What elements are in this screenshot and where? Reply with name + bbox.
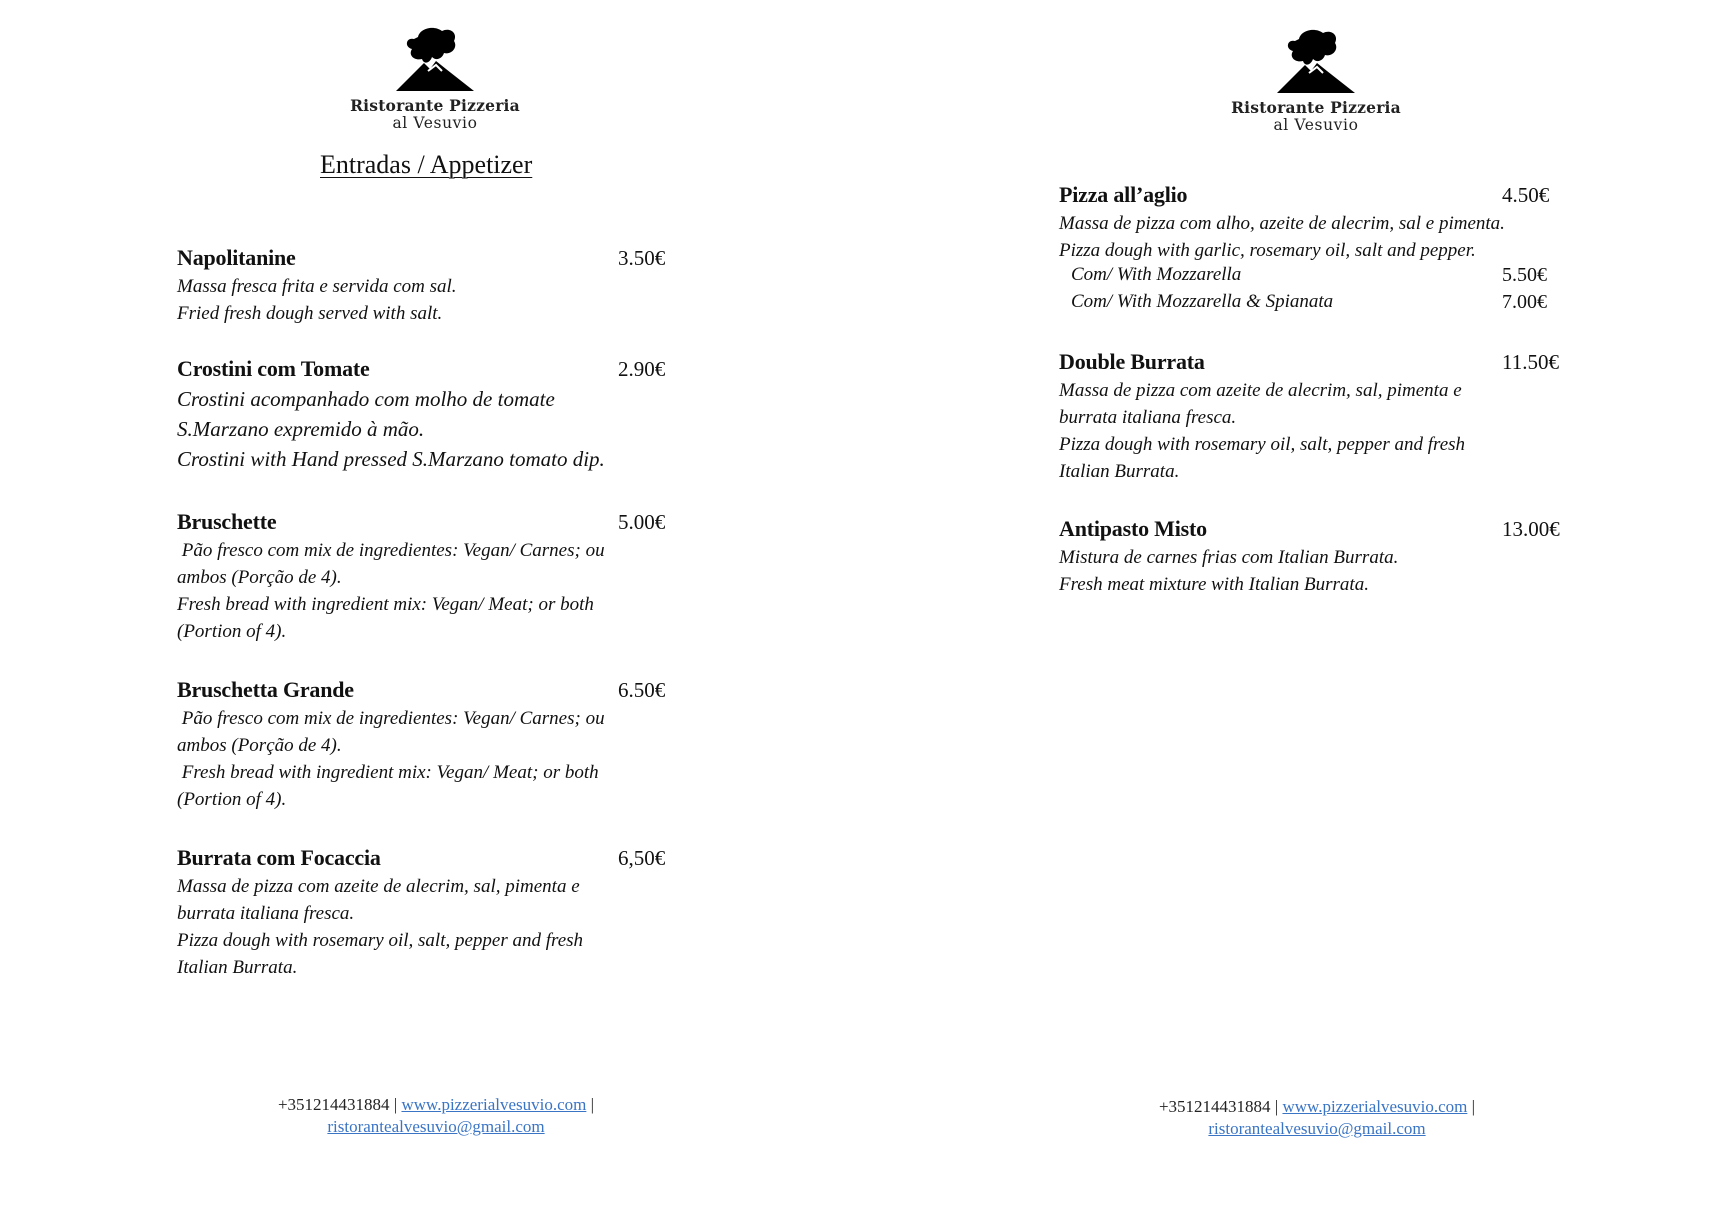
item-price: 2.90€ <box>618 357 666 381</box>
item-description: burrata italiana fresca. <box>1059 407 1237 428</box>
item-price: 13.00€ <box>1502 517 1560 541</box>
item-description: ambos (Porção de 4). <box>177 735 342 756</box>
separator: | <box>590 1095 595 1114</box>
website-link[interactable]: www.pizzerialvesuvio.com <box>401 1095 587 1114</box>
item-name: Burrata com Focaccia <box>177 845 381 870</box>
item-description: Fresh bread with ingredient mix: Vegan/ Meat; or both <box>177 594 594 615</box>
item-description: Massa de pizza com azeite de alecrim, sal, pimenta e <box>177 876 580 897</box>
item-description: burrata italiana fresca. <box>177 903 355 924</box>
item-name: Napolitanine <box>177 245 296 270</box>
option-price: 7.00€ <box>1502 291 1547 313</box>
item-description: Fried fresh dough served with salt. <box>177 303 443 324</box>
menu-item <box>177 677 671 813</box>
item-price: 11.50€ <box>1502 350 1559 374</box>
item-name: Crostini com Tomate <box>177 356 370 381</box>
item-price: 6,50€ <box>618 846 666 870</box>
option-label: Com/ With Mozzarella <box>1071 264 1242 285</box>
item-description: Crostini acompanhado com molho de tomate <box>177 387 555 411</box>
item-price: 6.50€ <box>618 678 666 702</box>
menu-item <box>1059 182 1579 318</box>
item-price: 4.50€ <box>1502 183 1550 207</box>
item-description: Italian Burrata. <box>177 957 298 978</box>
brand-name: Ristorante Pizzeria <box>350 96 520 115</box>
option-label: Com/ With Mozzarella & Spianata <box>1071 291 1334 312</box>
item-description: Pão fresco com mix de ingredientes: Vegan/ Carnes; ou <box>177 708 605 729</box>
item-description: S.Marzano expremido à mão. <box>177 417 425 441</box>
menu-item <box>177 245 671 327</box>
item-description: ambos (Porção de 4). <box>177 567 342 588</box>
menu-page-right <box>866 0 1731 1227</box>
item-description: Pizza dough with garlic, rosemary oil, salt and pepper. <box>1059 240 1476 261</box>
item-name: Bruschette <box>177 509 277 534</box>
item-description: Fresh meat mixture with Italian Burrata. <box>1059 574 1369 595</box>
phone-number: +351214431884 <box>1158 1097 1271 1116</box>
phone-number: +351214431884 <box>277 1095 390 1114</box>
menu-item <box>177 356 671 474</box>
vesuvius-logo-icon <box>390 25 480 95</box>
item-description: (Portion of 4). <box>177 789 287 810</box>
item-description: (Portion of 4). <box>177 621 287 642</box>
brand-subname: al Vesuvio <box>1273 116 1359 134</box>
menu-item <box>1059 349 1579 485</box>
item-description: Italian Burrata. <box>1059 461 1180 482</box>
footer-contact <box>186 1094 686 1138</box>
restaurant-logo <box>1226 27 1406 134</box>
email-link[interactable]: ristorantealvesuvio@gmail.com <box>1208 1119 1426 1138</box>
item-option <box>1059 291 1579 318</box>
item-name: Antipasto Misto <box>1059 516 1207 541</box>
separator: | <box>393 1095 398 1114</box>
vesuvius-logo-icon <box>1271 27 1361 97</box>
item-description: Massa de pizza com alho, azeite de alecrim, sal e pimenta. <box>1059 213 1505 234</box>
option-price: 5.50€ <box>1502 264 1547 286</box>
item-option <box>1059 264 1579 291</box>
website-link[interactable]: www.pizzerialvesuvio.com <box>1282 1097 1468 1116</box>
item-description: Crostini with Hand pressed S.Marzano tomato dip. <box>177 447 605 471</box>
brand-name: Ristorante Pizzeria <box>1231 98 1401 117</box>
restaurant-logo <box>345 25 525 132</box>
item-price: 3.50€ <box>618 246 666 270</box>
item-name: Double Burrata <box>1059 349 1205 374</box>
item-description: Massa de pizza com azeite de alecrim, sal, pimenta e <box>1059 380 1462 401</box>
separator: | <box>1274 1097 1279 1116</box>
menu-item <box>1059 516 1579 598</box>
section-title: Entradas / Appetizer <box>320 150 533 179</box>
menu-item <box>177 509 671 645</box>
menu-item <box>177 845 671 981</box>
item-description: Massa fresca frita e servida com sal. <box>177 276 457 297</box>
item-name: Pizza all’aglio <box>1059 182 1188 207</box>
item-description: Pão fresco com mix de ingredientes: Vegan/ Carnes; ou <box>177 540 605 561</box>
item-description: Fresh bread with ingredient mix: Vegan/ Meat; or both <box>177 762 599 783</box>
item-description: Mistura de carnes frias com Italian Burrata. <box>1059 547 1399 568</box>
item-name: Bruschetta Grande <box>177 677 354 702</box>
item-price: 5.00€ <box>618 510 666 534</box>
separator: | <box>1471 1097 1476 1116</box>
email-link[interactable]: ristorantealvesuvio@gmail.com <box>327 1117 545 1136</box>
item-description: Pizza dough with rosemary oil, salt, pepper and fresh <box>177 930 584 951</box>
footer-contact <box>1067 1096 1567 1140</box>
brand-subname: al Vesuvio <box>392 114 478 132</box>
item-description: Pizza dough with rosemary oil, salt, pepper and fresh <box>1059 434 1466 455</box>
